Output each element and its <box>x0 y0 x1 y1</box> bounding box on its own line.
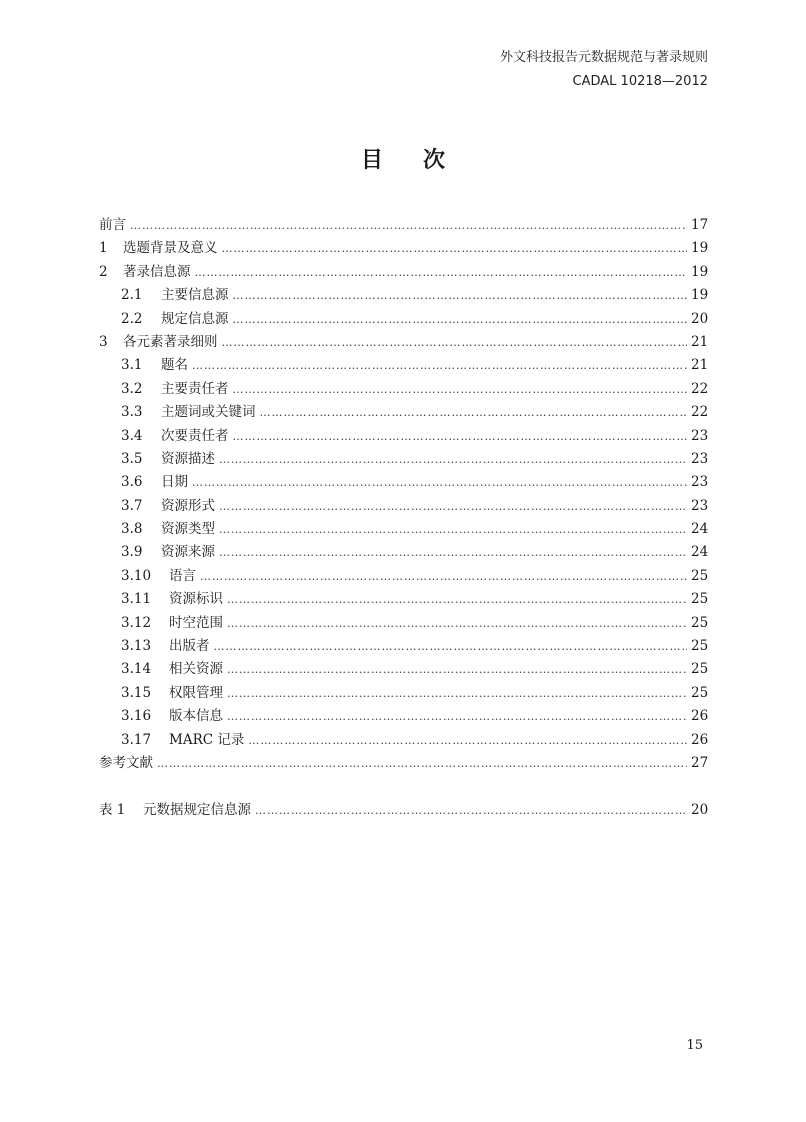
toc-page: 20 <box>691 802 709 819</box>
toc-page: 19 <box>691 263 709 280</box>
toc-label: 权限管理 <box>169 684 223 701</box>
toc-label: 资源形式 <box>161 497 215 514</box>
toc-num: 3 <box>99 333 108 350</box>
toc-leader <box>157 757 687 770</box>
toc-leader <box>233 289 688 302</box>
toc-num: 3.4 <box>121 427 143 444</box>
toc-entry-3-1[interactable] <box>99 353 707 376</box>
toc-leader <box>233 430 688 443</box>
toc-page: 24 <box>691 521 709 538</box>
toc-leader <box>227 617 687 630</box>
toc-num: 2.1 <box>121 287 143 304</box>
toc-entry-3-4[interactable] <box>99 424 707 447</box>
toc-leader <box>219 546 687 559</box>
toc-label: 各元素著录细则 <box>123 333 218 350</box>
toc-entry-3[interactable] <box>99 330 707 353</box>
toc-label: 元数据规定信息源 <box>143 802 251 819</box>
toc-entry-3-6[interactable] <box>99 470 707 493</box>
toc-num: 3.2 <box>121 380 143 397</box>
toc-num: 3.17 <box>121 731 152 748</box>
toc-label: 语言 <box>169 567 196 584</box>
toc-page: 23 <box>691 427 709 444</box>
toc-leader <box>248 734 687 747</box>
toc-label: 选题背景及意义 <box>123 240 218 257</box>
toc-entry-3-9[interactable] <box>99 540 707 563</box>
toc-leader <box>200 570 687 583</box>
toc-num: 3.9 <box>121 544 143 561</box>
toc-leader <box>219 453 687 466</box>
header-title: 外文科技报告元数据规范与著录规则 <box>499 50 708 65</box>
toc-leader <box>130 219 687 232</box>
toc-entry-2-2[interactable] <box>99 307 707 330</box>
toc-entry-references[interactable] <box>99 751 707 774</box>
toc-entry-3-14[interactable] <box>99 657 707 680</box>
toc-num: 3.12 <box>121 614 152 631</box>
toc-label: 时空范围 <box>169 614 223 631</box>
toc-page: 17 <box>691 217 709 233</box>
toc-label: 主要责任者 <box>161 380 229 397</box>
toc-page: 25 <box>691 638 709 655</box>
toc-label: 参考文献 <box>99 754 153 771</box>
toc-page: 19 <box>691 240 709 257</box>
toc-num: 3.16 <box>121 708 152 725</box>
toc-label: 资源类型 <box>161 521 215 538</box>
toc-leader <box>222 336 688 349</box>
running-header <box>500 46 708 94</box>
toc-entry-3-2[interactable] <box>99 377 707 400</box>
toc-leader <box>227 687 687 700</box>
toc-page: 23 <box>691 497 709 514</box>
toc-label: MARC 记录 <box>169 731 245 748</box>
toc-page: 26 <box>691 731 709 748</box>
toc-label: 日期 <box>161 474 188 491</box>
toc-page: 20 <box>691 310 709 327</box>
toc-num: 3.15 <box>121 684 152 701</box>
toc-num: 3.3 <box>121 404 143 421</box>
toc-leader <box>227 663 687 676</box>
toc-entry-3-17[interactable] <box>99 728 707 751</box>
toc-table-entry-1[interactable] <box>99 798 707 821</box>
toc-num: 3.8 <box>121 521 143 538</box>
toc-num: 3.14 <box>121 661 152 678</box>
toc-page: 25 <box>691 591 709 608</box>
toc-leader <box>222 242 688 255</box>
toc-page: 27 <box>691 754 709 771</box>
toc-page: 23 <box>691 450 709 467</box>
toc-label: 版本信息 <box>169 708 223 725</box>
toc-leader <box>255 804 687 817</box>
toc-num: 3.7 <box>121 497 143 514</box>
toc-label: 主要信息源 <box>161 287 229 304</box>
toc-num: 表 1 <box>99 802 126 819</box>
toc-entry-2-1[interactable] <box>99 283 707 306</box>
toc-page: 19 <box>691 287 709 304</box>
toc-leader <box>214 640 688 653</box>
toc-entry-3-3[interactable] <box>99 400 707 423</box>
toc-label: 资源描述 <box>161 450 215 467</box>
toc-label: 题名 <box>161 357 188 374</box>
toc-entry-3-15[interactable] <box>99 681 707 704</box>
toc-entry-3-16[interactable] <box>99 704 707 727</box>
toc-page: 22 <box>691 404 709 421</box>
toc-entry-3-8[interactable] <box>99 517 707 540</box>
toc-num: 3.10 <box>121 567 152 584</box>
toc-page: 25 <box>691 661 709 678</box>
toc-num: 1 <box>99 240 108 257</box>
toc-num: 3.11 <box>121 591 152 608</box>
toc-label: 次要责任者 <box>161 427 229 444</box>
toc-label: 主题词或关键词 <box>161 404 256 421</box>
toc-leader <box>219 500 687 513</box>
toc-entry-3-7[interactable] <box>99 494 707 517</box>
toc-leader <box>233 313 688 326</box>
toc-label: 相关资源 <box>169 661 223 678</box>
toc-entry-1[interactable] <box>99 236 707 259</box>
toc-leader <box>219 523 687 536</box>
toc-num: 2.2 <box>121 310 143 327</box>
toc-page: 25 <box>691 567 709 584</box>
toc-leader <box>233 383 688 396</box>
toc-page: 22 <box>691 380 709 397</box>
toc-label: 前言 <box>99 217 126 233</box>
toc-page: 23 <box>691 474 709 491</box>
toc-num: 2 <box>99 263 108 280</box>
toc-num: 3.13 <box>121 638 152 655</box>
toc-label: 资源标识 <box>169 591 223 608</box>
toc-leader <box>192 476 687 489</box>
toc-page: 24 <box>691 544 709 561</box>
toc-page: 26 <box>691 708 709 725</box>
toc-num: 3.1 <box>121 357 143 374</box>
toc-entry-3-11[interactable] <box>99 587 707 610</box>
toc-num: 3.5 <box>121 450 143 467</box>
toc-page: 25 <box>691 614 709 631</box>
toc-entry-3-5[interactable] <box>99 447 707 470</box>
toc-entry-2[interactable] <box>99 260 707 283</box>
toc-page: 25 <box>691 684 709 701</box>
toc-label: 出版者 <box>169 638 210 655</box>
toc-leader <box>192 359 687 372</box>
toc-num: 3.6 <box>121 474 143 491</box>
toc-leader <box>227 710 687 723</box>
toc-label: 著录信息源 <box>123 263 191 280</box>
toc-entry-preface[interactable] <box>99 213 707 236</box>
toc-leader <box>260 406 688 419</box>
page-title: 目次 <box>360 148 485 173</box>
toc-leader <box>195 266 688 279</box>
toc-entry-3-13[interactable] <box>99 634 707 657</box>
toc-label: 规定信息源 <box>161 310 229 327</box>
toc-leader <box>227 593 687 606</box>
toc-entry-3-10[interactable] <box>99 564 707 587</box>
page-number: 15 <box>686 1038 703 1053</box>
toc-page: 21 <box>691 357 709 374</box>
toc-entry-3-12[interactable] <box>99 611 707 634</box>
table-of-contents <box>99 213 707 822</box>
header-code: CADAL 10218—2012 <box>572 74 708 89</box>
toc-label: 资源来源 <box>161 544 215 561</box>
toc-page: 21 <box>691 333 709 350</box>
